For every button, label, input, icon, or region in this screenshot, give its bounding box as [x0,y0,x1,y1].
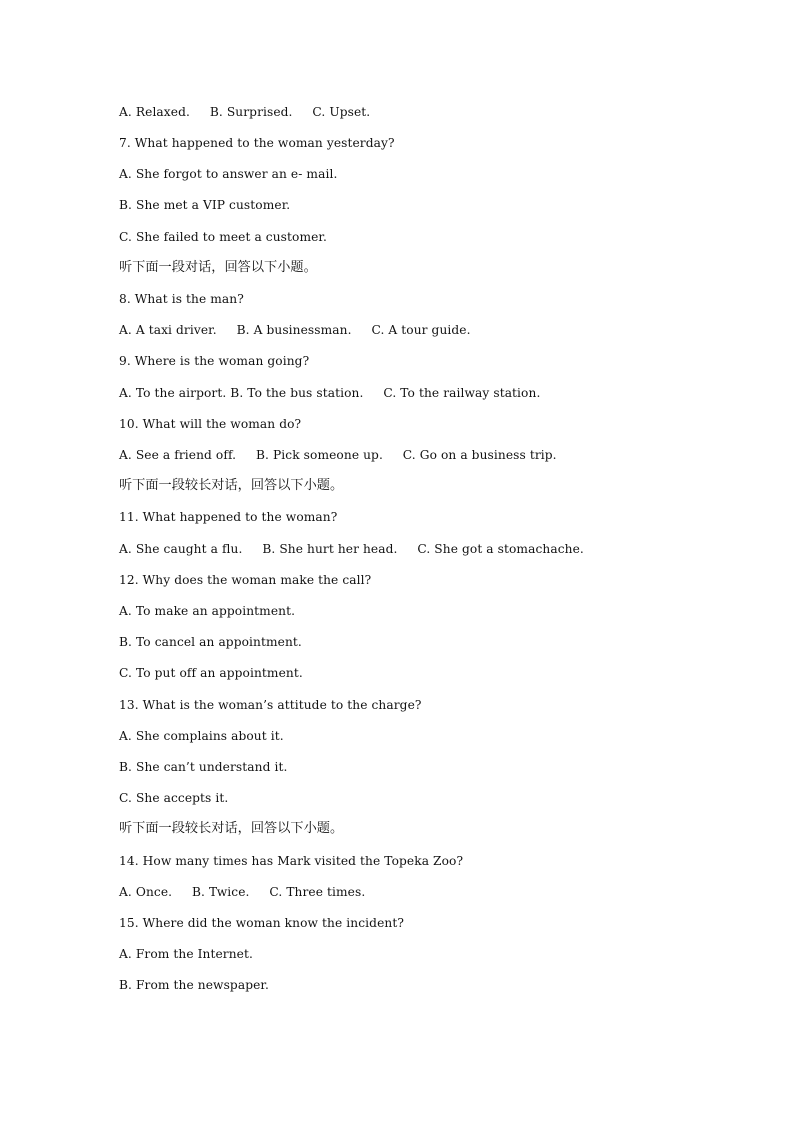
q12-option-c: C. To put off an appointment. [119,666,303,680]
q15-option-b: B. From the newspaper. [119,978,269,992]
q13-option-c: C. She accepts it. [119,791,229,805]
q11-options: A. She caught a flu. B. She hurt her head. C. She got a stomachache. [119,542,584,556]
q7-option-a: A. She forgot to answer an e- mail. [119,167,338,181]
q10-options: A. See a friend off. B. Pick someone up. C. Go on a business trip. [119,448,557,462]
q14-question: 14. How many times has Mark visited the Topeka Zoo? [119,854,464,868]
q7-question: 7. What happened to the woman yesterday? [119,136,395,150]
q13-question: 13. What is the woman’s attitude to the charge? [119,698,422,712]
q11-question: 11. What happened to the woman? [119,510,338,524]
q12-option-b: B. To cancel an appointment. [119,635,302,649]
q7-option-c: C. She failed to meet a customer. [119,230,327,244]
q7-option-b: B. She met a VIP customer. [119,198,291,212]
q14-options: A. Once. B. Twice. C. Three times. [119,885,366,899]
section-instruction: 听下面一段对话，回答以下小题。 [119,260,317,275]
section-instruction: 听下面一段较长对话，回答以下小题。 [119,478,344,493]
q9-options: A. To the airport. B. To the bus station. C. To the railway station. [119,386,541,400]
q8-options: A. A taxi driver. B. A businessman. C. A tour guide. [119,323,471,337]
q6-options: A. Relaxed. B. Surprised. C. Upset. [119,105,371,119]
q9-question: 9. Where is the woman going? [119,354,310,368]
q13-option-b: B. She can’t understand it. [119,760,288,774]
q12-option-a: A. To make an appointment. [119,604,296,618]
section-instruction: 听下面一段较长对话，回答以下小题。 [119,821,344,836]
q10-question: 10. What will the woman do? [119,417,302,431]
q15-question: 15. Where did the woman know the incident? [119,916,404,930]
q12-question: 12. Why does the woman make the call? [119,573,372,587]
q8-question: 8. What is the man? [119,292,244,306]
q13-option-a: A. She complains about it. [119,729,284,743]
q15-option-a: A. From the Internet. [119,947,253,961]
